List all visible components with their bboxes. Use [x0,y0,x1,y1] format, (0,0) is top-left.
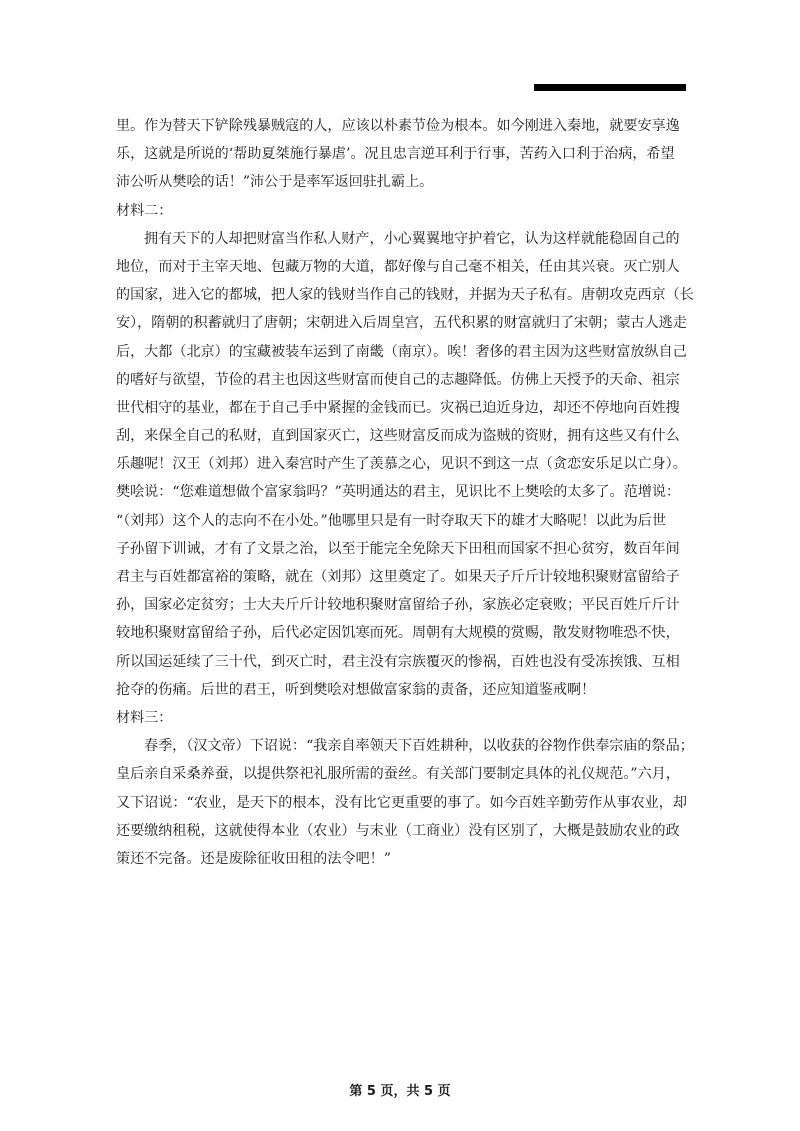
material-3-paragraph [116,732,692,873]
text-line: 春季，（汉文帝）下诏说：“我亲自率领天下百姓耕种，以收获的谷物作供奉宗庙的祭品； [144,738,694,755]
text-line: 拥有天下的人却把财富当作私人财产，小心翼翼地守护着它，认为这样就能稳固自己的 [144,230,680,247]
text-line: 里。作为替天下铲除残暴贼寇的人，应该以朴素节俭为根本。如今刚进入秦地，就要安享逸 [116,118,680,134]
text-line: 策还不完备。还是废除征收田租的法令吧！” [116,850,391,867]
text-line: 刮，来保全自己的私财，直到国家灭亡，这些财富反而成为盗贼的资财，拥有这些又有什么 [116,428,680,445]
paragraph-continuation [116,112,692,197]
text-line: 孙，国家必定贫穷；士大夫斤斤计较地积聚财富留给子孙，家族必定衰败；平民百姓斤斤计 [116,597,680,614]
material-2-paragraph [116,225,692,704]
text-line: 子孙留下训诫，才有了文景之治，以至于能完全免除天下田租而国家不担心贫穷，数百年间 [116,540,680,557]
text-line: 皇后亲自采桑养蚕，以提供祭祀礼服所需的蚕丝。有关部门要制定具体的礼仪规范。”六月， [116,766,680,783]
document-body [116,112,692,873]
text-line: 乐，这就是所说的‘帮助夏桀施行暴虐’。况且忠言逆耳利于行事，苦药入口利于治病，希望 [116,146,675,163]
text-line: 抢夺的伤痛。后世的君王，听到樊哙对想做富家翁的责备，还应知道鉴戒啊！ [116,681,596,698]
text-line: 沛公听从樊哙的话！”沛公于是率军返回驻扎霸上。 [116,174,434,191]
text-line: 樊哙说：“您难道想做个富家翁吗？”英明通达的君主，见识比不上樊哙的太多了。范增说： [116,484,681,501]
page-number: 第 5 页，共 5 页 [349,1084,451,1099]
text-line: 的嗜好与欲望，节俭的君主也因这些财富而使自己的志趣降低。仿佛上天授予的天命、祖宗 [116,371,680,388]
text-line: 君主与百姓都富裕的策略，就在（刘邦）这里奠定了。如果天子斤斤计较地积聚财富留给子 [116,569,680,585]
text-line: 世代相守的基业，都在于自己手中紧握的金钱而已。灾祸已迫近身边，却还不停地向百姓搜 [116,399,680,416]
material-3-heading: 材料三： [116,709,173,726]
text-line: 安），隋朝的积蓄就归了唐朝；宋朝进入后周皇宫，五代积累的财富就归了宋朝；蒙古人逃走 [116,315,687,332]
text-line: 的国家，进入它的都城，把人家的钱财当作自己的钱财，并据为天子私有。唐朝攻克西京（长 [116,287,694,304]
text-line: 所以国运延续了三十代，到灭亡时，君主没有宗族覆灭的惨祸，百姓也没有受冻挨饿、互相 [116,653,680,670]
text-line: 又下诏说：“农业，是天下的根本，没有比它更重要的事了。如今百姓辛勤劳作从事农业，却 [116,794,687,811]
material-2-heading: 材料二： [116,202,173,219]
text-line: 地位，而对于主宰天地、包藏万物的大道，都好像与自己毫不相关，任由其兴衰。灭亡别人 [116,258,680,275]
header-bar [534,84,686,91]
text-line: “（刘邦）这个人的志向不在小处。”他哪里只是有一时夺取天下的雄才大略呢！以此为后世 [116,512,666,529]
text-line: 较地积聚财富留给子孙，后代必定因饥寒而死。周朝有大规模的赏赐，散发财物唯恐不快， [116,625,680,642]
text-line: 后，大都（北京）的宝藏被装车运到了南畿（南京）。唉！奢侈的君主因为这些财富放纵自己 [116,343,687,360]
text-line: 还要缴纳租税，这就使得本业（农业）与末业（工商业）没有区别了，大概是鼓励农业的政 [116,822,680,839]
text-line: 乐趣呢！汉王（刘邦）进入秦宫时产生了羡慕之心，见识不到这一点（贪恋安乐足以亡身）。 [116,456,687,473]
